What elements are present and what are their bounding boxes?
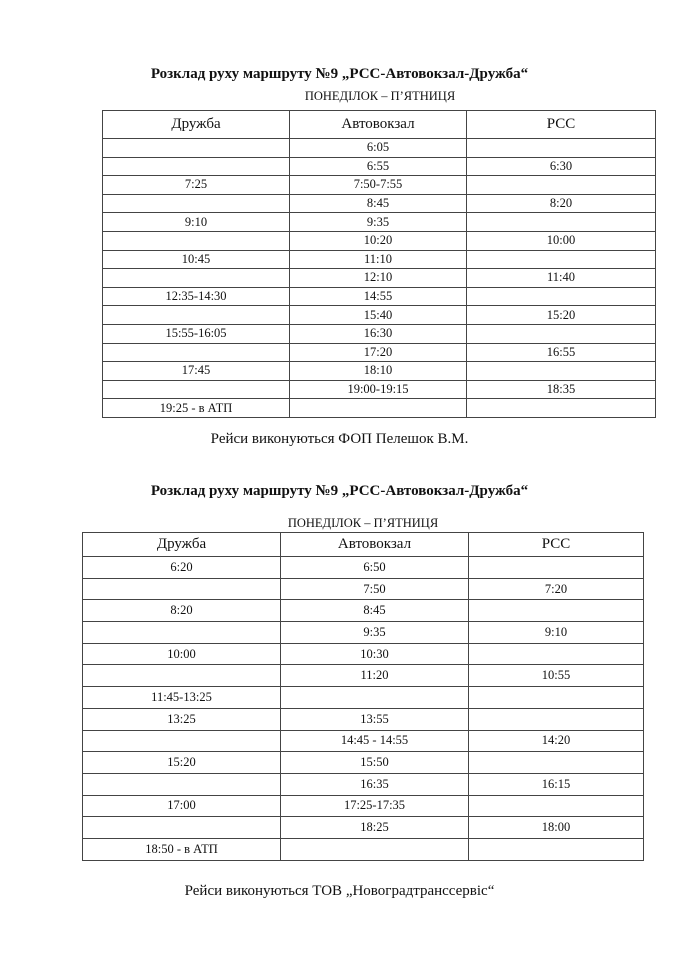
table-row [83,752,644,774]
cell-druzhba [103,194,290,213]
table-row [103,269,656,288]
cell-druzhba [103,380,290,399]
cell-avtovokzal: 8:45 [281,600,469,622]
schedule2-table [82,532,644,861]
column-header-rss: РСС [467,111,656,139]
cell-druzhba [83,578,281,600]
cell-rss: 10:55 [469,665,644,687]
table-row [103,287,656,306]
table-row [83,773,644,795]
cell-avtovokzal: 11:20 [281,665,469,687]
cell-avtovokzal: 16:30 [290,324,467,343]
cell-rss: 10:00 [467,231,656,250]
table-row [83,708,644,730]
cell-avtovokzal [281,838,469,860]
cell-druzhba: 17:00 [83,795,281,817]
schedule2-table-body [83,557,644,861]
cell-rss: 18:00 [469,817,644,839]
cell-rss [467,362,656,381]
table-row [103,157,656,176]
cell-druzhba [103,343,290,362]
cell-druzhba: 12:35-14:30 [103,287,290,306]
table-header-row [103,111,656,139]
table-row [83,687,644,709]
table-row [83,665,644,687]
cell-druzhba [83,817,281,839]
cell-druzhba [83,665,281,687]
cell-druzhba [83,730,281,752]
cell-rss [469,752,644,774]
cell-druzhba: 11:45-13:25 [83,687,281,709]
cell-rss [469,643,644,665]
table-row [83,838,644,860]
cell-druzhba: 9:10 [103,213,290,232]
schedule1-subtitle: ПОНЕДІЛОК – П’ЯТНИЦЯ [304,89,456,103]
cell-druzhba: 8:20 [83,600,281,622]
table-row [103,139,656,158]
cell-rss: 18:35 [467,380,656,399]
cell-avtovokzal [281,687,469,709]
cell-druzhba [103,306,290,325]
cell-rss: 11:40 [467,269,656,288]
cell-druzhba [103,139,290,158]
table-row [103,231,656,250]
cell-avtovokzal: 7:50-7:55 [290,176,467,195]
cell-avtovokzal: 19:00-19:15 [290,380,467,399]
table-row [103,324,656,343]
cell-rss [467,213,656,232]
cell-avtovokzal [290,399,467,418]
cell-rss: 16:55 [467,343,656,362]
cell-avtovokzal: 15:50 [281,752,469,774]
column-header-rss: РСС [469,533,644,557]
cell-rss [469,557,644,579]
cell-avtovokzal: 11:10 [290,250,467,269]
cell-avtovokzal: 9:35 [281,622,469,644]
cell-avtovokzal: 8:45 [290,194,467,213]
cell-rss [467,287,656,306]
table-row [83,557,644,579]
column-header-druzhba: Дружба [103,111,290,139]
cell-druzhba: 10:45 [103,250,290,269]
cell-druzhba: 15:20 [83,752,281,774]
cell-druzhba [103,269,290,288]
cell-avtovokzal: 9:35 [290,213,467,232]
cell-avtovokzal: 17:20 [290,343,467,362]
table-row [103,306,656,325]
cell-rss [469,838,644,860]
cell-druzhba [103,231,290,250]
cell-avtovokzal: 6:50 [281,557,469,579]
cell-druzhba: 19:25 - в АТП [103,399,290,418]
cell-rss: 7:20 [469,578,644,600]
cell-rss [467,176,656,195]
cell-rss [467,399,656,418]
column-header-avtovokzal: Автовокзал [281,533,469,557]
cell-avtovokzal: 14:55 [290,287,467,306]
cell-druzhba [83,622,281,644]
cell-rss: 15:20 [467,306,656,325]
cell-avtovokzal: 15:40 [290,306,467,325]
column-header-druzhba: Дружба [83,533,281,557]
cell-druzhba: 6:20 [83,557,281,579]
cell-rss [469,795,644,817]
table-row [103,213,656,232]
cell-druzhba: 13:25 [83,708,281,730]
cell-rss: 16:15 [469,773,644,795]
table-row [103,399,656,418]
table-row [103,176,656,195]
table-row [103,343,656,362]
cell-rss: 8:20 [467,194,656,213]
schedule2-subtitle: ПОНЕДІЛОК – П’ЯТНИЦЯ [287,516,439,530]
schedule1-title: Розклад руху маршруту №9 „РСС-Автовокзал-Дружба“ [150,66,529,82]
table-row [83,600,644,622]
cell-rss [469,687,644,709]
table-row [83,578,644,600]
cell-druzhba [83,773,281,795]
cell-druzhba: 7:25 [103,176,290,195]
cell-avtovokzal: 14:45 - 14:55 [281,730,469,752]
schedule1-table [102,110,656,418]
schedule2-title: Розклад руху маршруту №9 „РСС-Автовокзал-Дружба“ [150,483,529,499]
table-header-row [83,533,644,557]
cell-druzhba [103,157,290,176]
cell-druzhba: 15:55-16:05 [103,324,290,343]
table-row [83,730,644,752]
cell-rss: 9:10 [469,622,644,644]
table-row [103,380,656,399]
column-header-avtovokzal: Автовокзал [290,111,467,139]
schedule1-table-body [103,139,656,418]
cell-rss [467,139,656,158]
schedule1-footer: Рейси виконуються ФОП Пелешок В.М. [210,431,469,447]
cell-avtovokzal: 18:25 [281,817,469,839]
cell-rss [467,250,656,269]
schedule2-footer: Рейси виконуються ТОВ „Новоградтранссервіс“ [184,883,495,899]
cell-druzhba: 10:00 [83,643,281,665]
cell-rss [469,600,644,622]
cell-avtovokzal: 13:55 [281,708,469,730]
table-row [83,622,644,644]
table-row [103,250,656,269]
cell-avtovokzal: 10:30 [281,643,469,665]
table-row [103,362,656,381]
cell-rss: 6:30 [467,157,656,176]
cell-druzhba: 17:45 [103,362,290,381]
cell-rss [467,324,656,343]
table-row [83,817,644,839]
cell-avtovokzal: 6:05 [290,139,467,158]
cell-avtovokzal: 18:10 [290,362,467,381]
cell-avtovokzal: 6:55 [290,157,467,176]
cell-avtovokzal: 12:10 [290,269,467,288]
cell-avtovokzal: 10:20 [290,231,467,250]
table-row [103,194,656,213]
table-row [83,795,644,817]
cell-druzhba: 18:50 - в АТП [83,838,281,860]
cell-avtovokzal: 7:50 [281,578,469,600]
cell-rss: 14:20 [469,730,644,752]
table-row [83,643,644,665]
cell-rss [469,708,644,730]
cell-avtovokzal: 16:35 [281,773,469,795]
cell-avtovokzal: 17:25-17:35 [281,795,469,817]
